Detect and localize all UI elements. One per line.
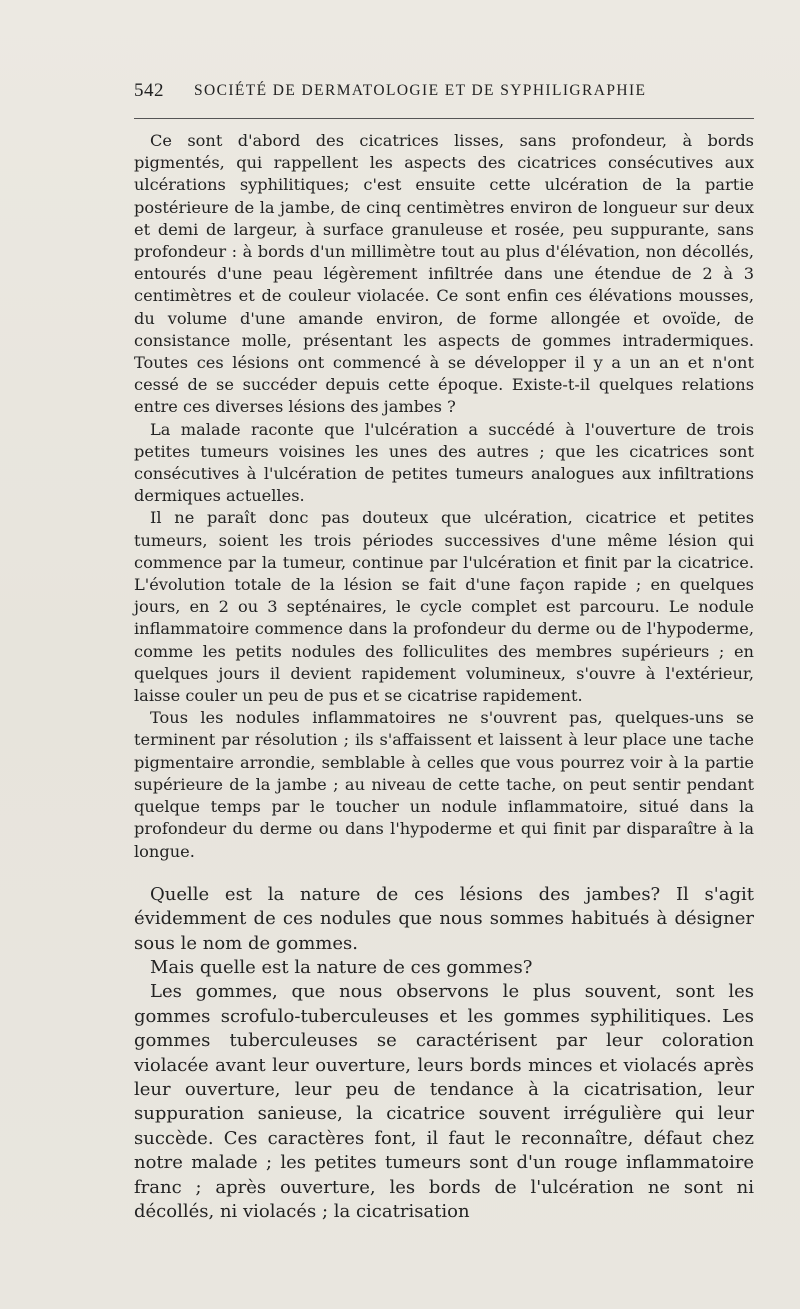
header-rule xyxy=(134,118,754,119)
paragraph: Ce sont d'abord des cicatrices lisses, sans profondeur, à bords pigmentés, qui rappellent les aspects des cicatrices consécutives aux ulcérations syphilitiques; c'est ensuite cette ulcération de la partie postérieure de la jambe, de cinq centimètres environ de longueur sur deux et demi de largeur, à surface granuleuse et rosée, peu suppurante, sans profondeur : à bords d'un millimètre tout au plus d'élévation, non décollés, entourés d'une peau légèrement infiltrée dans une étendue de 2 à 3 centimètres et de couleur violacée. Ce sont enfin ces élévations mousses, du volume d'une amande environ, de forme allongée et ovoïde, de consistance molle, présentant les aspects de gommes intradermiques. Toutes ces lésions ont commencé à se développer il y a un an et n'ont cessé de se succéder depuis cette époque. Existe-t-il quelques relations entre ces diverses lésions des jambes ? xyxy=(134,131,754,417)
paragraph: Il ne paraît donc pas douteux que ulcération, cicatrice et petites tumeurs, soient les trois périodes successives d'une même lésion qui commence par la tumeur, continue par l'ulcération et finit par la cicatrice. L'évolution totale de la lésion se fait d'une façon rapide ; en quelques jours, en 2 ou 3 septénaires, le cycle complet est parcouru. Le nodule inflammatoire commence dans la profondeur du derme ou de l'hypoderme, comme les petits nodules des folliculites des membres supérieurs ; en quelques jours il devient rapidement volumineux, s'ouvre à l'extérieur, laisse couler un peu de pus et se cicatrise rapidement. xyxy=(134,508,754,706)
small-print-section xyxy=(134,130,754,863)
large-print-section xyxy=(134,883,754,1225)
paragraph: La malade raconte que l'ulcération a succédé à l'ouverture de trois petites tumeurs voisines les unes des autres ; que les cicatrices sont consécutives à l'ulcération de petites tumeurs analogues aux infiltrations dermiques actuelles. xyxy=(134,419,754,506)
paragraph: Tous les nodules inflammatoires ne s'ouvrent pas, quelques-uns se terminent par résolution ; ils s'affaissent et laissent à leur place une tache pigmentaire arrondie, semblable à celles que vous pourrez voir à la partie supérieure de la jambe ; au niveau de cette tache, on peut sentir pendant quelque temps par le toucher un nodule inflammatoire, situé dans la profondeur du derme ou dans l'hypoderme et qui finit par disparaître à la longue. xyxy=(134,708,754,861)
paragraph: Mais quelle est la nature de ces gommes? xyxy=(150,956,533,978)
running-title: SOCIÉTÉ DE DERMATOLOGIE ET DE SYPHILIGRAPHIE xyxy=(194,82,647,99)
paragraph: Quelle est la nature de ces lésions des jambes? Il s'agit évidemment de ces nodules que nous sommes habitués à désigner sous le nom de gommes. xyxy=(134,883,754,954)
page-header xyxy=(134,80,754,110)
page-number: 542 xyxy=(134,80,164,101)
page-body xyxy=(134,130,754,1224)
paragraph: Les gommes, que nous observons le plus souvent, sont les gommes scrofulo-tuberculeuses et les gommes syphilitiques. Les gommes tuberculeuses se caractérisent par leur coloration violacée avant leur ouverture, leurs bords minces et violacés après leur ouverture, leur peu de tendance à la cicatrisation, leur suppuration sanieuse, la cicatrice souvent irrégulière qui leur succède. Ces caractères font, il faut le reconnaître, défaut chez notre malade ; les petites tumeurs sont d'un rouge inflammatoire franc ; après ouverture, les bords de l'ulcération ne sont ni décollés, ni violacés ; la cicatrisation xyxy=(134,981,754,1222)
